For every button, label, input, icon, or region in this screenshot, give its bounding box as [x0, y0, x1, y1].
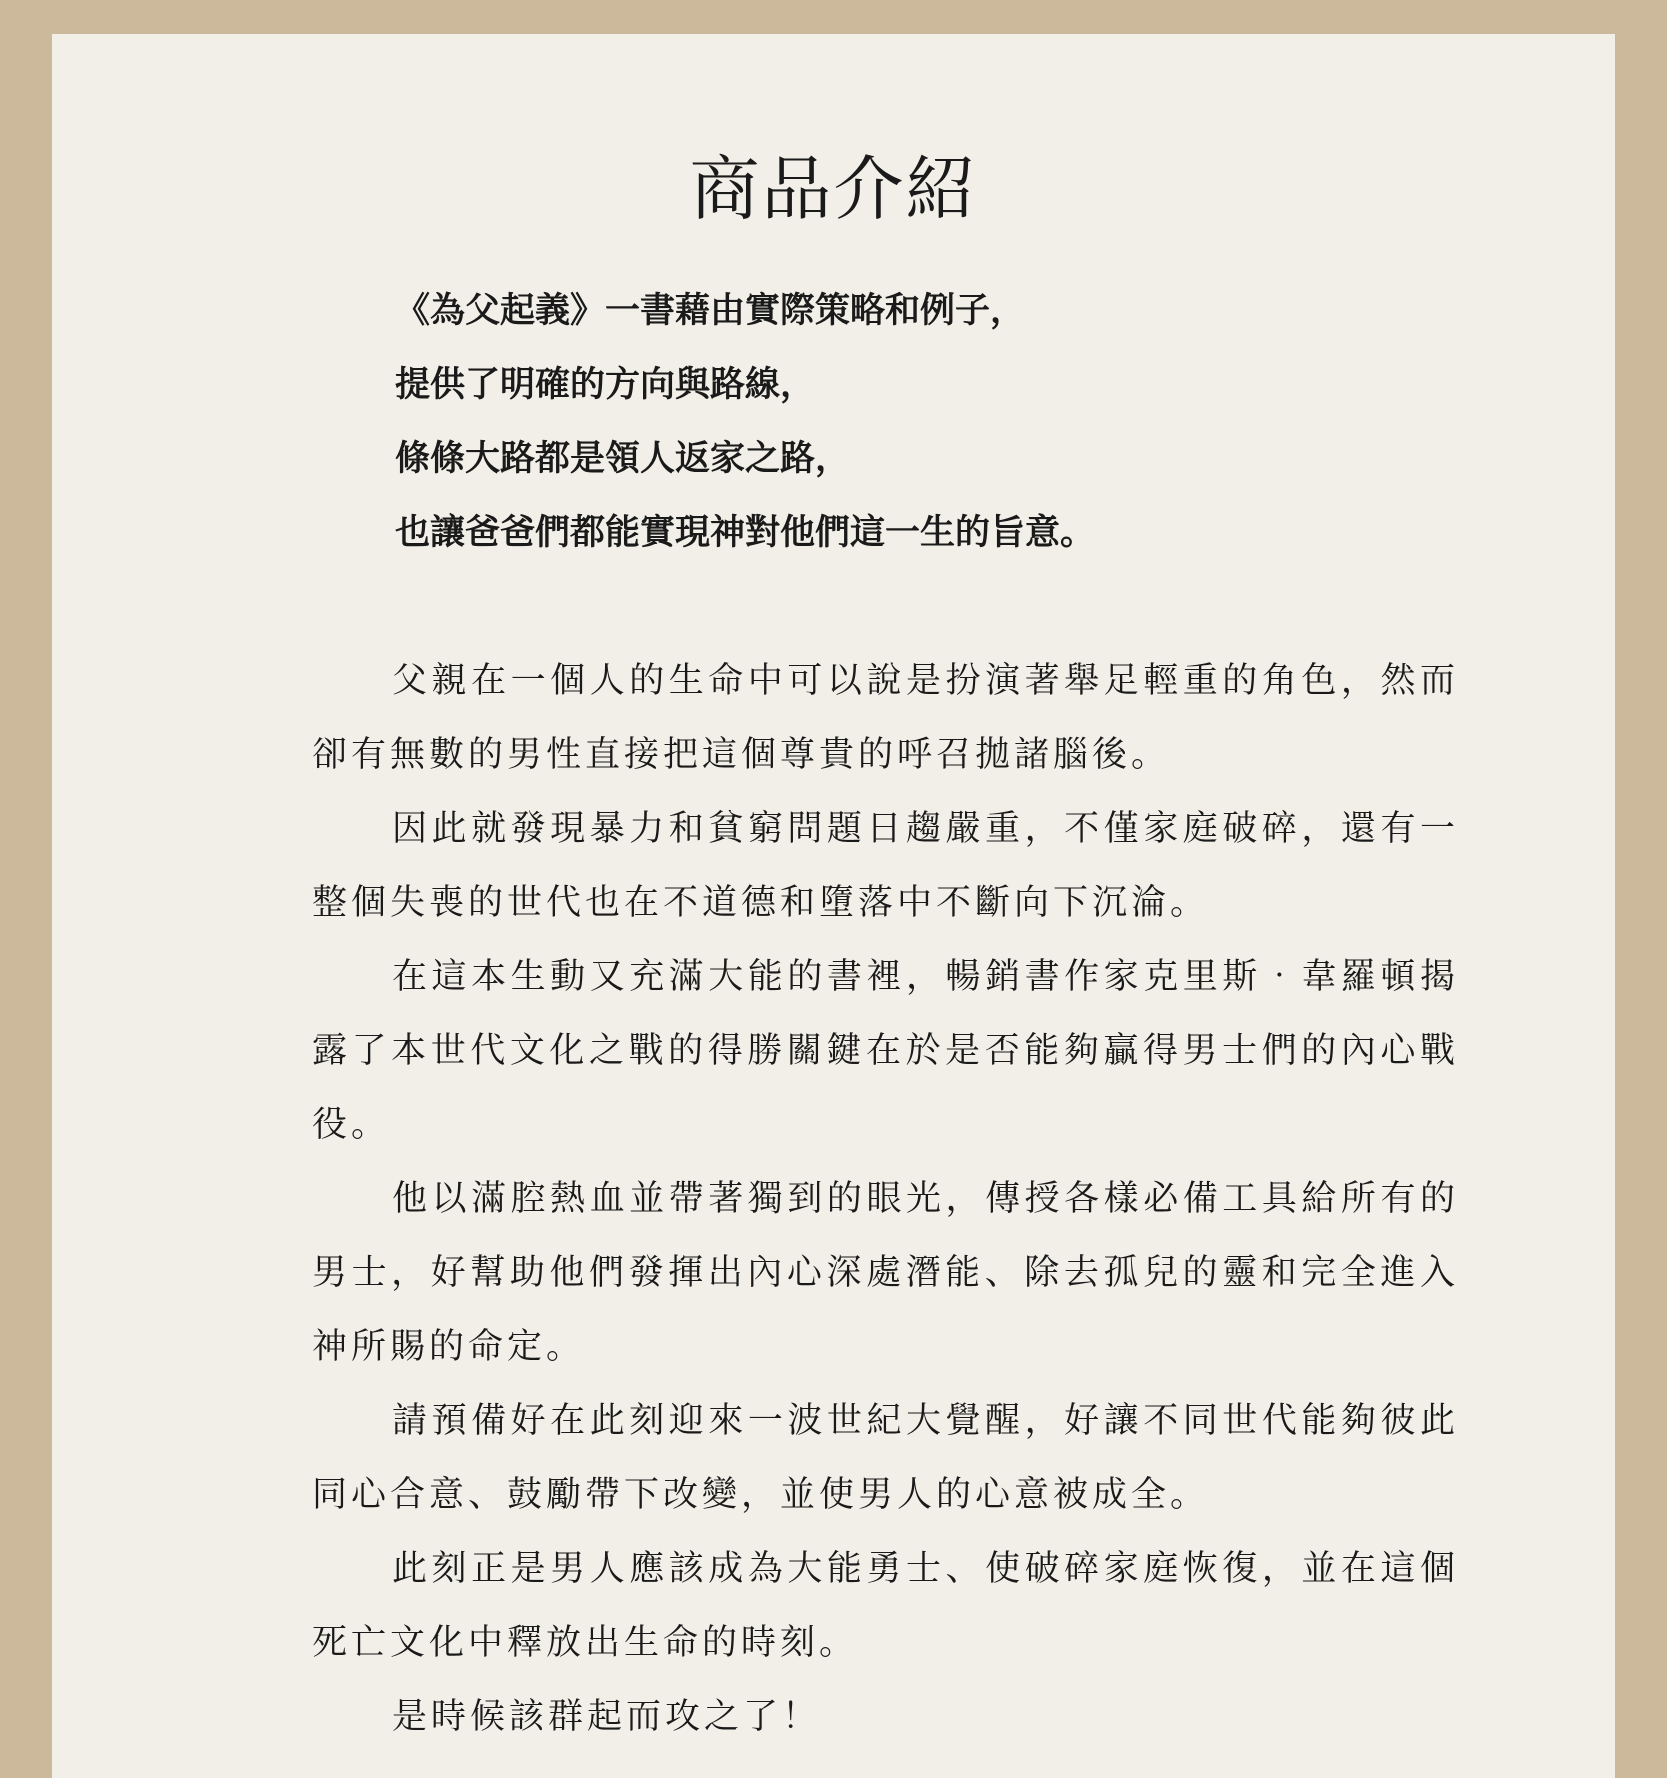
- description-paragraph: 請預備好在此刻迎來一波世紀大覺醒，好讓不同世代能夠彼此同心合意、鼓勵帶下改變，並使男人的心意被成全。: [312, 1401, 1459, 1515]
- intro-line: 條條大路都是領人返家之路，: [395, 438, 851, 479]
- description-paragraph: 他以滿腔熱血並帶著獨到的眼光，傳授各樣必備工具給所有的男士，好幫助他們發揮出內心深處潛能、除去孤兒的靈和完全進入神所賜的命定。: [312, 1179, 1459, 1367]
- description-paragraph: 此刻正是男人應該成為大能勇士、使破碎家庭恢復，並在這個死亡文化中釋放出生命的時刻。: [312, 1549, 1459, 1663]
- intro-line: 《為父起義》一書藉由實際策略和例子，: [395, 290, 1026, 331]
- description-paragraph: 在這本生動又充滿大能的書裡，暢銷書作家克里斯‧韋羅頓揭露了本世代文化之戰的得勝關鍵在於是否能夠贏得男士們的內心戰役。: [312, 957, 1459, 1145]
- description-body: [312, 644, 1459, 1754]
- description-paragraph: 是時候該群起而攻之了！: [392, 1697, 822, 1737]
- description-paragraph: 父親在一個人的生命中可以說是扮演著舉足輕重的角色，然而卻有無數的男性直接把這個尊貴的呼召拋諸腦後。: [312, 661, 1459, 775]
- product-description-card: [52, 34, 1615, 1778]
- description-paragraph: 因此就發現暴力和貧窮問題日趨嚴重，不僅家庭破碎，還有一整個失喪的世代也在不道德和墮落中不斷向下沉淪。: [312, 809, 1459, 923]
- intro-summary: [395, 274, 1295, 570]
- intro-line: 提供了明確的方向與路線，: [395, 364, 816, 405]
- intro-line: 也讓爸爸們都能實現神對他們這一生的旨意。: [395, 512, 1096, 553]
- page-title: 商品介紹: [689, 148, 978, 230]
